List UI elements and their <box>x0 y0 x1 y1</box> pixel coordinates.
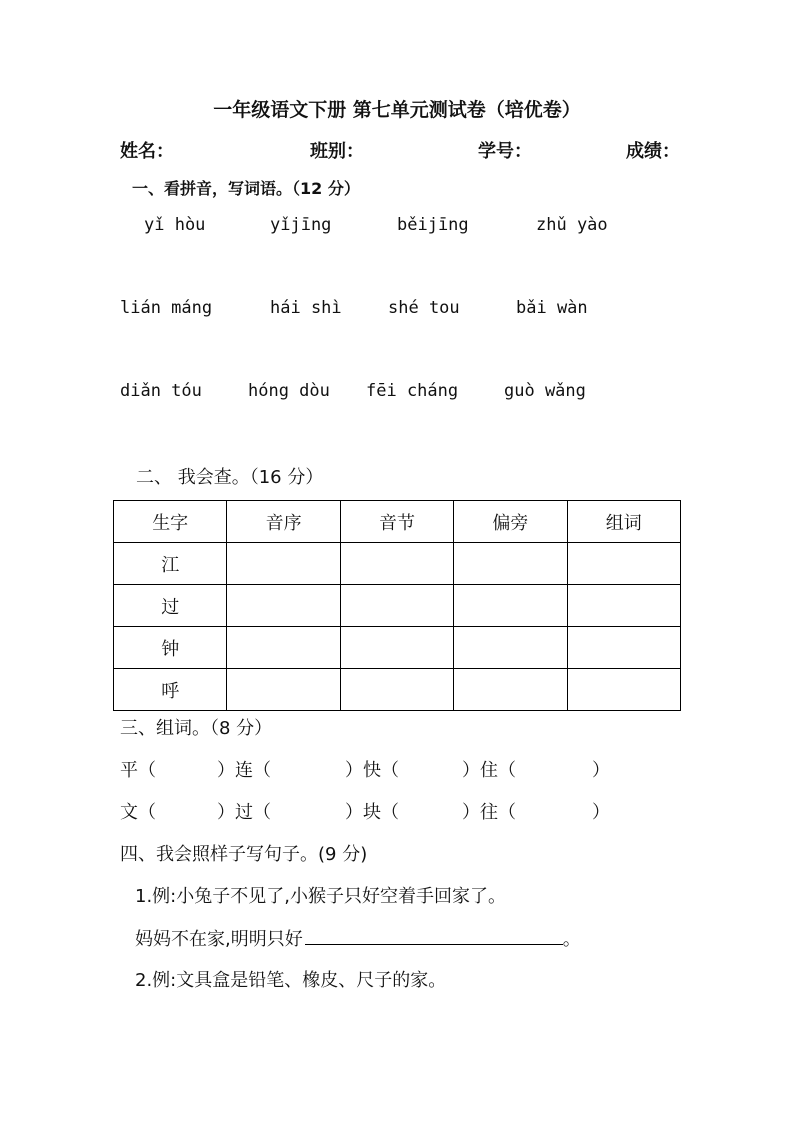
pinyin-item: hóng dòu <box>248 381 330 401</box>
example-sentence-2: 2.例:文具盒是铅笔、橡皮、尺子的家。 <box>135 970 447 991</box>
pinyin-item: yǐjīng <box>270 215 332 235</box>
word-slot: ） <box>592 760 610 781</box>
pinyin-item: lián máng <box>120 298 213 318</box>
pinyin-item: fēi cháng <box>366 381 459 401</box>
word-slot: ） <box>592 802 610 823</box>
table-header: 组词 <box>567 501 680 543</box>
char-cell: 钟 <box>114 627 227 669</box>
answer-blank[interactable] <box>305 924 563 945</box>
lookup-table <box>113 500 681 711</box>
word-slot: ）块（ <box>345 802 399 823</box>
score-label: 成绩： <box>626 141 680 162</box>
answer-cell[interactable] <box>454 669 567 711</box>
answer-cell[interactable] <box>340 627 453 669</box>
table-header: 音节 <box>340 501 453 543</box>
name-label: 姓名： <box>120 141 174 162</box>
section3-heading: 三、组词。（8 分） <box>120 718 273 739</box>
sentence-prompt-text: 妈妈不在家,明明只好 <box>135 929 303 950</box>
answer-cell[interactable] <box>454 543 567 585</box>
word-slot: 平（ <box>120 760 156 781</box>
table-row <box>114 585 681 627</box>
pinyin-item: zhǔ yào <box>536 215 608 235</box>
pinyin-item: shé tou <box>388 298 460 318</box>
answer-cell[interactable] <box>567 543 680 585</box>
section1-heading: 一、看拼音，写词语。（12 分） <box>132 179 360 198</box>
section2-heading: 二、 我会查。（16 分） <box>136 467 324 488</box>
pinyin-item: yǐ hòu <box>144 215 206 235</box>
answer-cell[interactable] <box>340 585 453 627</box>
answer-cell[interactable] <box>227 669 340 711</box>
table-row <box>114 543 681 585</box>
table-row <box>114 627 681 669</box>
pinyin-item: běijīng <box>397 215 469 235</box>
table-header-row <box>114 501 681 543</box>
answer-cell[interactable] <box>227 585 340 627</box>
answer-cell[interactable] <box>567 627 680 669</box>
section4-heading: 四、我会照样子写句子。(9 分) <box>120 844 368 865</box>
sentence-prompt <box>135 924 581 951</box>
pinyin-item: bǎi wàn <box>516 298 588 318</box>
word-slot: ）快（ <box>345 760 399 781</box>
word-slot: ）过（ <box>217 802 271 823</box>
table-header: 偏旁 <box>454 501 567 543</box>
student-id-label: 学号： <box>478 141 532 162</box>
char-cell: 过 <box>114 585 227 627</box>
answer-cell[interactable] <box>227 627 340 669</box>
word-slot: ）往（ <box>462 802 516 823</box>
pinyin-item: diǎn tóu <box>120 381 202 401</box>
answer-cell[interactable] <box>567 669 680 711</box>
pinyin-item: guò wǎng <box>504 381 586 401</box>
char-cell: 呼 <box>114 669 227 711</box>
answer-cell[interactable] <box>454 627 567 669</box>
table-header: 音序 <box>227 501 340 543</box>
word-slot: ）住（ <box>462 760 516 781</box>
word-slot: ）连（ <box>217 760 271 781</box>
answer-cell[interactable] <box>567 585 680 627</box>
answer-cell[interactable] <box>227 543 340 585</box>
word-slot: 文（ <box>120 802 156 823</box>
char-cell: 江 <box>114 543 227 585</box>
table-row <box>114 669 681 711</box>
answer-cell[interactable] <box>340 543 453 585</box>
pinyin-item: hái shì <box>270 298 342 318</box>
table-header: 生字 <box>114 501 227 543</box>
example-sentence-1: 1.例:小兔子不见了,小猴子只好空着手回家了。 <box>135 886 506 907</box>
page-title: 一年级语文下册 第七单元测试卷（培优卷） <box>213 99 581 121</box>
sentence-end: 。 <box>562 929 581 950</box>
answer-cell[interactable] <box>454 585 567 627</box>
class-label: 班别： <box>310 141 364 162</box>
answer-cell[interactable] <box>340 669 453 711</box>
